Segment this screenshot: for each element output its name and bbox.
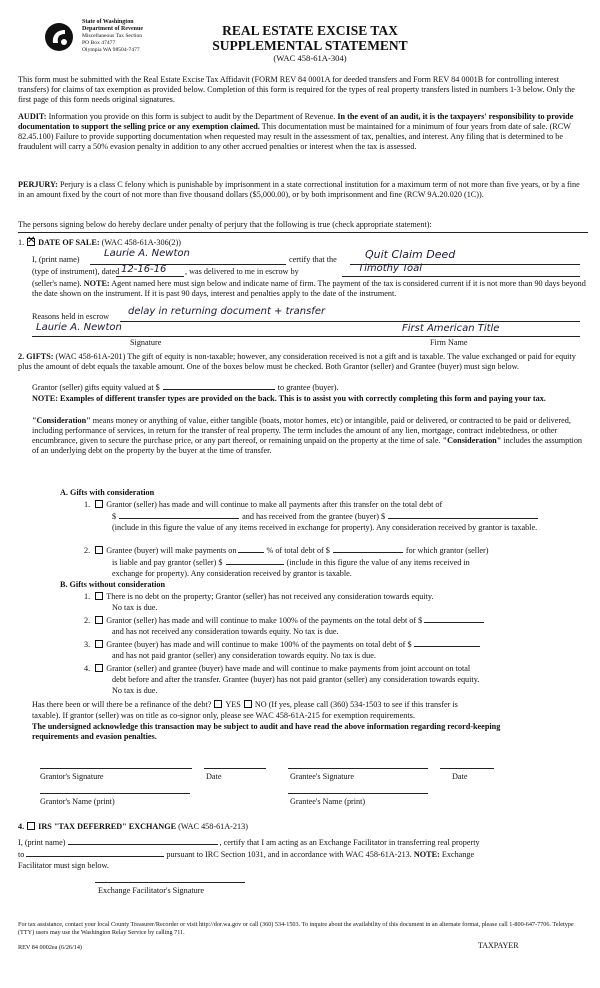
facilitator-sig-line [95,882,245,883]
transfer-to-field[interactable] [26,856,164,857]
a2-exchange-text: exchange for property). Any consideration received by grantor is taxable. [112,569,352,578]
grantor-sig-line [40,768,192,769]
seller-line [342,276,580,277]
b3-checkbox[interactable] [95,640,103,648]
refinance-yes-checkbox[interactable] [214,700,222,708]
date2-line [440,768,494,769]
s4-line2: to pursuant to IRC Section 1031, and in accordance with WAC 458-61A-213. NOTE: Exchange [18,850,475,859]
a1-row: 1. Grantor (seller) has made and will continue to make all payments after this transfer on the total debt of [84,500,443,509]
refinance-row: Has there been or will there be a refinance of the debt? YES NO (If yes, please call (360) 534-1503 to see if this transfer is [32,700,458,709]
grantor-signature-label: Grantor's Signature [40,772,104,781]
grantee-sig-line [288,768,428,769]
grantee-date-label: Date [452,772,468,781]
certify-label: certify that the [289,255,337,264]
signature-line [32,336,580,337]
b1-row: 1. There is no debt on the property; Grantor (seller) has not received any consideration towards equity. [84,592,434,601]
refinance-note: taxable). If grantor (seller) was on title as co-signor only, please see WAC 458-61A-215 for exemption requirements. [32,711,415,720]
copy-label: TAXPAYER [478,941,519,950]
a1-checkbox[interactable] [95,500,103,508]
instrument-date[interactable]: 12-16-16 [121,264,167,275]
facilitator-name-field[interactable] [68,844,218,845]
escrow-seller-name[interactable]: Timothy Toal [358,263,422,274]
a2-percent-field[interactable] [238,552,264,553]
grantor-name-line [40,793,190,794]
a2-pay-field[interactable] [226,564,284,565]
b4-checkbox[interactable] [95,664,103,672]
escrow-reason[interactable]: delay in returning document + transfer [128,306,326,317]
b3-debt-field[interactable] [414,646,480,647]
grantee-name-line [288,793,428,794]
gift-note: NOTE: Examples of different transfer types are provided on the back. This is to assist you with correctly completing this form and paying your tax. [32,394,546,403]
instrument-type[interactable]: Quit Claim Deed [365,248,456,261]
tax-assistance-text: For tax assistance, contact your local County Treasurer/Recorder or visit http://dor.wa.gov or call (360) 534-1503. To inquire about the availability of this document in an alternate format, please call 1-800-647-7706. Teletype (TTY) users may use the Washington Relay Service by calling 711. [18,921,574,936]
b1-no-tax: No tax is due. [112,603,158,612]
print-name-line [90,264,286,265]
perjury-text: PERJURY: Perjury is a class C felony which is punishable by imprisonment in a state correctional institution for a maximum term of not more than five years, or by a fine in an amount fixed by the court of not more than five thousand dollars ($5,000.00), or by both imprisonment and fine (RCW 9A.20.020 (1C)). [18,180,580,199]
tax-deferred-checkbox[interactable] [27,822,35,830]
audit-text: AUDIT: Information you provide on this form is subject to audit by the Department of Revenue. In the event of an audit, it is the taxpayers' responsibility to provide documentation to support the selling price or any exemption claimed. This documentation must be maintained for a minimum of four years from date of sale. (RCW 82.45.100) Failure to provide supporting documentation when requested may result in the assessment of tax, penalties, and interest. Any filing that is determined to be fraudulent will carry a 50% evasion penalty in addition to any other accrued penalties or interest when the tax is assessed. [18,112,574,151]
agency-address: State of Washington Department of Revenue Miscellaneous Tax Section PO Box 47477 Olympia WA 98504-7477 [82,19,143,53]
a1-total-debt-field[interactable] [119,518,239,519]
reasons-line [120,321,580,322]
grantee-signature-label: Grantee's Signature [290,772,354,781]
reasons-label: Reasons held in escrow [32,312,110,321]
a1b-row: $ and has received from the grantee (buyer) $ [112,512,538,522]
a2-checkbox[interactable] [95,546,103,554]
revision-code: REV 84 0002ea (6/26/14) [18,944,82,951]
b2-row: 2. Grantor (seller) has made and will continue to make 100% of the payments on the total debt of $ [84,616,484,626]
b2-debt-field[interactable] [424,622,484,623]
grantee-name-label: Grantee's Name (print) [290,797,366,806]
b4-no-tax: No tax is due. [112,686,158,695]
b1-checkbox[interactable] [95,592,103,600]
delivered-label: , was delivered to me in escrow by [185,267,299,276]
section-4-heading: 4. IRS "TAX DEFERRED" EXCHANGE (WAC 458-61A-213) [18,822,248,831]
agent-signature[interactable]: Laurie A. Newton [36,322,122,333]
a1-received-field[interactable] [388,518,538,519]
department-of-revenue-logo [44,22,74,52]
consideration-text: "Consideration" means money or anything of value, either tangible (boats, motor homes, etc) or intangible, paid or delivered, or contracted to be paid or delivered, including performance of services, in return for the transfer of real property. The term includes the amount of any lien, mortgage, contract indebtedness, or other encumbrance, given to secure the purchase price, or any part thereof, or remaining unpaid on the property at the time of sale. "Consideration" includes the assumption of an underlying debt on the property by the buyer at the time of transfer. [32,416,583,455]
form-code: (WAC 458-61A-304) [273,53,347,63]
b4-row: 4. Grantor (seller) and grantee (buyer) have made and will continue to make payments from joint account on total [84,664,471,673]
facilitator-signature-label: Exchange Facilitator's Signature [98,886,205,895]
s4-line1: I, (print name) , certify that I am acting as an Exchange Facilitator in transferring real property [18,838,480,847]
s4-line3: Facilitator must sign below. [18,861,109,870]
signature-label: Signature [130,338,162,347]
print-name-label: I, (print name) [32,255,80,264]
date1-line [204,768,266,769]
declaration-text: The persons signing below do hereby declare under penalty of perjury that the following is true (check appropriate statement): [18,220,432,229]
type-label: (type of instrument), dated [32,267,120,276]
acknowledgement: The undersigned acknowledge this transaction may be subject to audit and have read the above information regarding record-keeping requirements and evasion penalties. [32,722,501,741]
a1-include-text: (include in this figure the value of any items received in exchange for property). Any consideration received by grantor is taxable. [112,523,538,532]
b3-row: 3. Grantee (buyer) has made and will continue to make 100% of the payments on total debt of $ [84,640,480,650]
refinance-no-checkbox[interactable] [244,700,252,708]
grantor-date-label: Date [206,772,222,781]
form-title: REAL ESTATE EXCISE TAX SUPPLEMENTAL STATEMENT [212,23,408,54]
b4-text: debt before and after the transfer. Grantee (buyer) has not paid grantor (seller) any consideration towards equity. [112,675,480,684]
gift-equity-value-field[interactable] [163,389,275,390]
seller-agent-name[interactable]: Laurie A. Newton [104,248,190,259]
b2-no-tax: and has not received any consideration towards equity. No tax is due. [112,627,339,636]
b2-checkbox[interactable] [95,616,103,624]
firm-label: Firm Name [430,338,468,347]
section-1-heading: 1.✕ DATE OF SALE: (WAC 458-61A-306(2)) [18,238,181,248]
section-2-intro: 2. GIFTS: (WAC 458-61A-201) The gift of equity is non-taxable; however, any consideration received is not a gift and is taxable. The value exchanged or paid for equity plus the amount of debt equals the taxable amount. One of the boxes below must be checked. Both Grantor (seller) and Grantee (buyer) must sign below. [18,352,576,371]
seller-note: (seller's name). NOTE: Agent named here must sign below and indicate name of firm. The payment of the tax is considered current if it is not more than 90 days beyond the date shown on the instrument. If it is past 90 days, interest and penalties apply to the date of the instrument. [32,279,586,298]
gifts-with-consideration-heading: A. Gifts with consideration [60,488,155,497]
firm-name[interactable]: First American Title [402,323,500,334]
gift-equity-row: Grantor (seller) gifts equity valued at $ to grantee (buyer). [32,383,339,392]
date-of-sale-checkbox[interactable] [27,238,35,246]
b3-no-tax: and has not paid grantor (seller) any consideration towards equity. No tax is due. [112,651,376,660]
gifts-without-consideration-heading: B. Gifts without consideration [60,580,166,589]
a2b-row: is liable and pay grantor (seller) $ (include in this figure the value of any items received in [112,558,470,567]
intro-text: This form must be submitted with the Real Estate Excise Tax Affidavit (FORM REV 84 0001A for deeded transfers and Form REV 84 0001B for controlling interest transfers) for claims of tax exemption as provided below. Completion of this form is required for the types of real property transfers listed in numbers 1-3 below. Only the first page of this form needs original signatures. [18,75,575,104]
a2-debt-field[interactable] [333,552,403,553]
a2-row: 2. Grantee (buyer) will make payments on % of total debt of $ for which grantor (seller) [84,546,489,555]
grantor-name-label: Grantor's Name (print) [40,797,115,806]
divider [18,232,588,233]
